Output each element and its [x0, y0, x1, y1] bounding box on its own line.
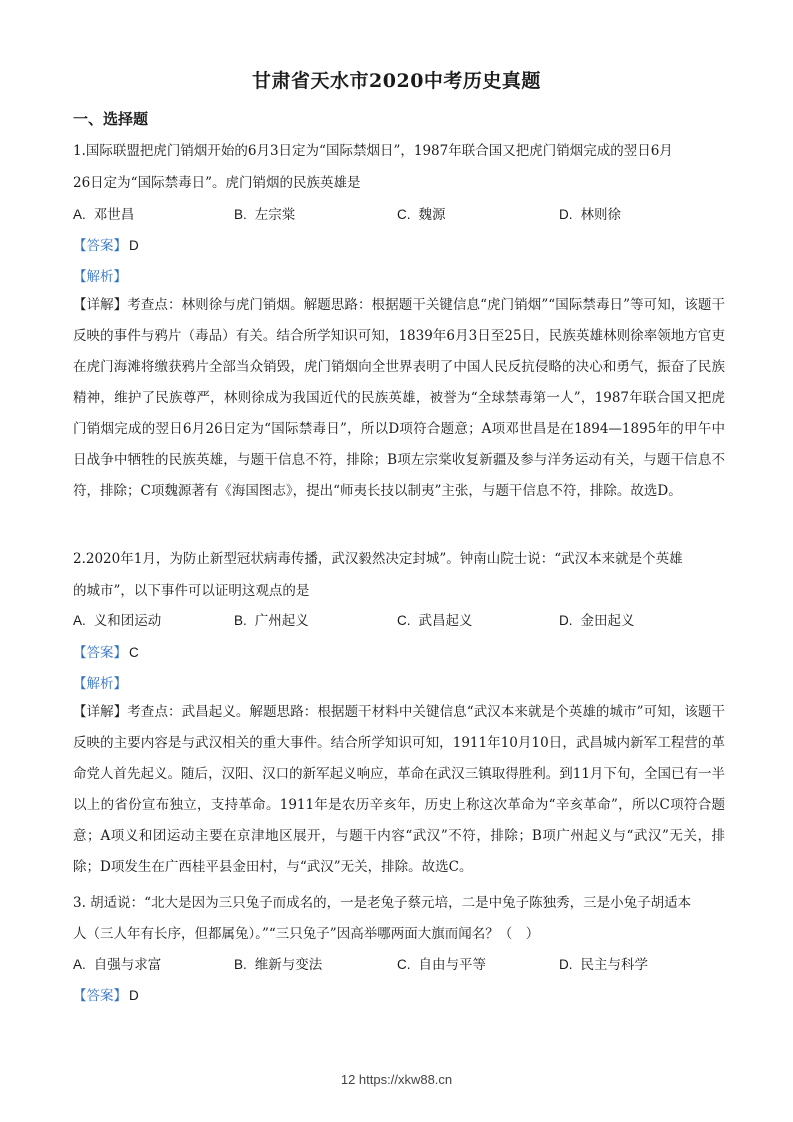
- q2-stem-line1: 2.2020年1月，为防止新型冠状病毒传播，武汉毅然决定封城”。钟南山院士说：“武汉本来就是个英雄: [73, 551, 683, 567]
- q3-option-b: B. 维新与变法: [234, 957, 323, 973]
- section-heading: 一、选择题: [73, 110, 149, 128]
- q2-detail: 【详解】考查点：武昌起义。解题思路：根据题干材料中关键信息“武汉本来就是个英雄的城市”可知，该题干反映的主要内容是与武汉相关的重大事件。结合所学知识可知，1911年10月10日，武昌城内新军工程营的革命党人首先起义。随后，汉阳、汉口的新军起义响应，革命在武汉三镇取得胜利。到11月下旬，全国已有一半以上的省份宣布独立，支持革命。1911年是农历辛亥年，历史上称这次革命为“辛亥革命”，所以C项符合题意；A项义和团运动主要在京津地区展开，与题干内容“武汉”不符，排除；B项广州起义与“武汉”无关，排除；D项发生在广西桂平县金田村，与“武汉”无关，排除。故选C。: [73, 704, 725, 875]
- q3-option-d: D. 民主与科学: [559, 957, 648, 973]
- q1-option-d: D. 林则徐: [559, 207, 621, 223]
- q1-detail: 【详解】考查点：林则徐与虎门销烟。解题思路：根据题干关键信息“虎门销烟”“国际禁毒日”等可知，该题干反映的事件与鸦片（毒品）有关。结合所学知识可知，1839年6月3日至25日，民族英雄林则徐率领地方官吏在虎门海滩将缴获鸦片全部当众销毁，虎门销烟向全世界表明了中国人民反抗侵略的决心和勇气，振奋了民族精神，维护了民族尊严，林则徐成为我国近代的民族英雄，被誉为“全球禁毒第一人”，1987年联合国又把虎门销烟完成的翌日6月26日定为“国际禁毒日”，所以D项符合题意；A项邓世昌是在1894—1895年的甲午中日战争中牺牲的民族英雄，与题干信息不符，排除；B项左宗棠收复新疆及参与洋务运动有关，与题干信息不符，排除；C项魏源著有《海国图志》，提出“师夷长技以制夷”主张，与题干信息不符，排除。故选D。: [73, 297, 725, 499]
- q2-option-c: C. 武昌起义: [397, 613, 473, 629]
- q1-option-b: B. 左宗棠: [234, 207, 296, 223]
- q3-stem-line1: 3. 胡适说：“北大是因为三只兔子而成名的，一是老兔子蔡元培，二是中兔子陈独秀，三是小兔子胡适本: [73, 895, 692, 911]
- q3-answer: 【答案】 D: [73, 988, 139, 1004]
- q2-option-a: A. 义和团运动: [73, 613, 162, 629]
- q2-answer: 【答案】 C: [73, 645, 139, 661]
- q1-answer: 【答案】 D: [73, 238, 139, 254]
- q1-option-c: C. 魏源: [397, 207, 446, 223]
- q1-option-a: A. 邓世昌: [73, 207, 135, 223]
- q1-stem-line1: 1.国际联盟把虎门销烟开始的6月3日定为“国际禁烟日”，1987年联合国又把虎门销烟完成的翌日6月: [73, 143, 673, 159]
- q3-stem-line2: 人（三人年有长序，但都属兔）。”“三只兔子”因高举哪两面大旗而闻名？（ ）: [73, 926, 540, 942]
- q1-analysis-label: 【解析】: [73, 269, 127, 285]
- q2-option-b: B. 广州起义: [234, 613, 309, 629]
- q2-option-d: D. 金田起义: [559, 613, 635, 629]
- page-footer[interactable]: 12 https://xkw88.cn: [340, 1072, 453, 1087]
- page-title: 甘肃省天水市2020中考历史真题: [252, 70, 541, 92]
- q1-stem-line2: 26日定为“国际禁毒日”。虎门销烟的民族英雄是: [73, 175, 361, 191]
- q3-option-a: A. 自强与求富: [73, 957, 162, 973]
- q3-option-c: C. 自由与平等: [397, 957, 486, 973]
- q2-stem-line2: 的城市”，以下事件可以证明这观点的是: [73, 583, 310, 599]
- q2-analysis-label: 【解析】: [73, 676, 127, 692]
